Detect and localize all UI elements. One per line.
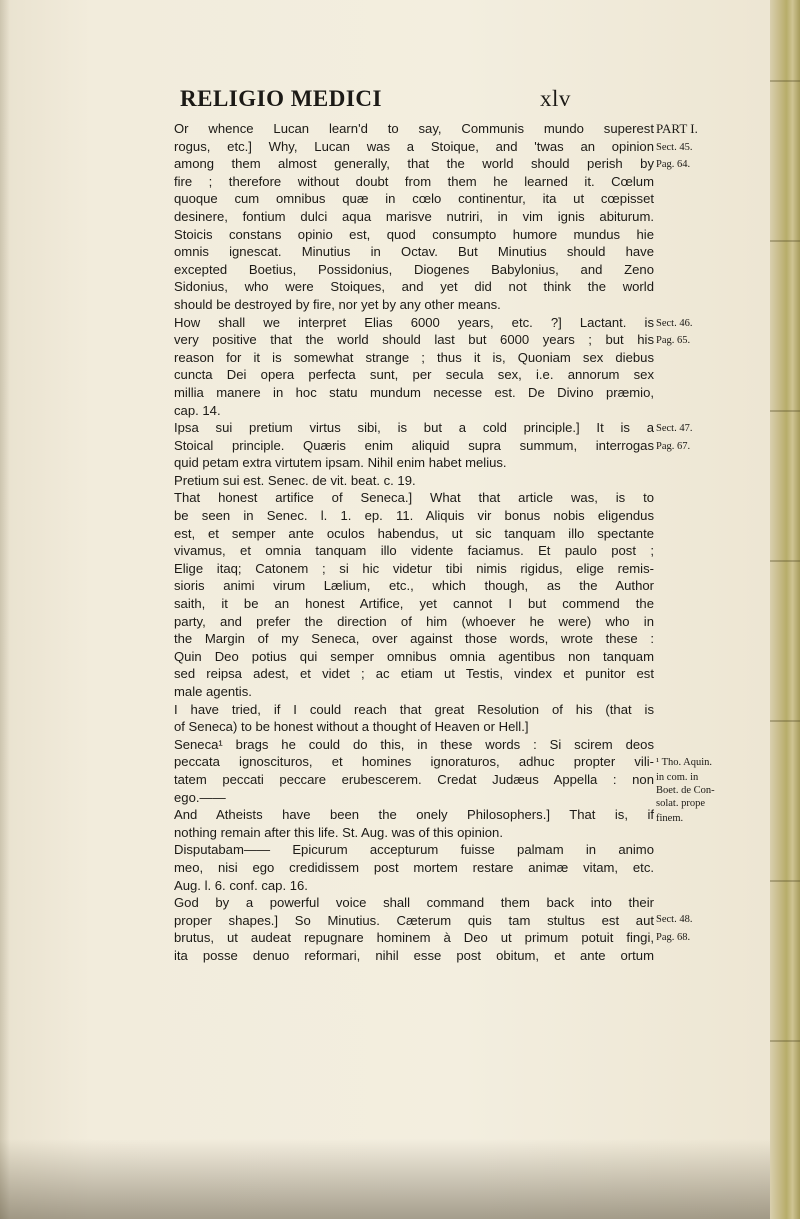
text-line: Elige itaq; Catonem ; si hic videtur tibi nimis rigidus, elige remis-: [174, 560, 654, 576]
margin-note: Pag. 65.: [656, 335, 691, 346]
bottom-shadow: [0, 1139, 770, 1219]
text-line: sioris animi virum Lælium, etc., which though, as the Author: [174, 578, 654, 594]
text-line: That honest artifice of Seneca.] What that article was, is to: [174, 490, 654, 506]
text-line: tatem peccati peccare erubescerem. Credat Judæus Appella : non: [174, 771, 654, 787]
text-line: desinere, fontium dulci aqua marisve nutriri, in vim ignis abiturum.: [174, 208, 654, 224]
margin-note: Sect. 48.: [656, 914, 693, 925]
text-line: excepted Boetius, Possidonius, Diogenes Babylonius, and Zeno: [174, 261, 654, 277]
text-line: Stoicis constans opinio est, quod consumpto humore mundus hie: [174, 226, 654, 242]
margin-note: Sect. 45.: [656, 142, 693, 153]
text-line: should be destroyed by fire, nor yet by any other means.: [174, 296, 501, 312]
text-line: Ipsa sui pretium virtus sibi, is but a cold principle.] It is a: [174, 420, 654, 436]
text-line: I have tried, if I could reach that great Resolution of his (that is: [174, 701, 654, 717]
text-line: party, and prefer the direction of him (whoever he were) who in: [174, 613, 654, 629]
text-line: est, et semper ante oculos habendus, ut sic tanquam illo spectante: [174, 525, 654, 541]
text-line: millia manere in hoc statu mundum necesse est. De Divino præmio,: [174, 384, 654, 400]
margin-note: Pag. 64.: [656, 159, 691, 170]
text-line: ego.——: [174, 789, 226, 805]
text-line: Disputabam—— Epicurum accepturum fuisse palmam in animo: [174, 842, 654, 858]
footnote-ref: Boet. de Con-: [656, 785, 715, 796]
text-line: Pretium sui est. Senec. de vit. beat. c. 19.: [174, 472, 416, 488]
text-line: very positive that the world should last but 6000 years ; but his: [174, 332, 654, 348]
text-line: Sidonius, who were Stoiques, and yet did not think the world: [174, 279, 654, 295]
footnote-ref: solat. prope: [656, 798, 705, 809]
text-line: peccata ignoscituros, et homines ignoraturos, adhuc propter vili-: [174, 754, 654, 770]
margin-note: Sect. 47.: [656, 423, 693, 434]
text-line: Quin Deo potius qui semper omnibus omnia agentibus non tanquam: [174, 648, 654, 664]
footnote-ref: finem.: [656, 813, 684, 824]
footnote-ref: ¹ Tho. Aquin.: [656, 757, 713, 768]
footnote-ref: in com. in: [656, 772, 699, 783]
text-line: sed reipsa adest, et videt ; ac etiam ut Testis, vindex et punitor est: [174, 666, 654, 682]
margin-note-part: PART I.: [656, 121, 698, 136]
text-line: cap. 14.: [174, 402, 221, 418]
text-line: Or whence Lucan learn'd to say, Communis mundo superest: [174, 121, 654, 136]
body-text: [174, 120, 654, 965]
text-line: the Margin of my Seneca, over against those words, wrote these :: [174, 631, 654, 647]
text-line: How shall we interpret Elias 6000 years, etc. ?] Lactant. is: [174, 314, 654, 330]
text-line: reason for it is somewhat strange ; thus it is, Quoniam sex diebus: [174, 349, 654, 365]
margin-note: Pag. 68.: [656, 932, 691, 943]
text-line: Stoical principle. Quæris enim aliquid supra summum, interrogas: [174, 437, 654, 453]
text-line: meo, nisi ego credidissem post mortem restare animæ vitam, etc.: [174, 859, 654, 875]
text-line: And Atheists have been the onely Philosophers.] That is, if: [174, 807, 654, 823]
page-number: xlv: [540, 86, 571, 111]
text-line: cuncta Dei opera perfecta sunt, per secula sex, i.e. annorum sex: [174, 367, 654, 383]
running-title: RELIGIO MEDICI: [180, 86, 382, 111]
text-line: quid petam extra virtutem ipsam. Nihil enim habet melius.: [174, 455, 507, 471]
text-line: male agentis.: [174, 684, 252, 699]
text-line: Aug. l. 6. conf. cap. 16.: [174, 877, 308, 893]
text-line: quoque cum omnibus quæ in cœlo continentur, ita ut cœpisset: [174, 191, 654, 207]
text-line: vivamus, et omnia tanquam illo vidente faciamus. Et paulo post ;: [174, 543, 654, 559]
text-line: rogus, etc.] Why, Lucan was a Stoique, and 'twas an opinion: [174, 138, 654, 154]
text-line: among them almost generally, that the world should perish by: [174, 156, 654, 172]
text-line: ita posse denuo reformari, nihil esse post obitum, et ante ortum: [174, 947, 654, 963]
text-line: Seneca¹ brags he could do this, in these words : Si scirem deos: [174, 736, 654, 752]
text-line: omnis ignescat. Minutius in Octav. But Minutius should have: [174, 244, 654, 260]
text-line: nothing remain after this life. St. Aug. was of this opinion.: [174, 824, 503, 840]
gutter-shadow: [0, 0, 10, 1219]
text-line: of Seneca) to be honest without a thought of Heaven or Hell.]: [174, 719, 529, 735]
page-edge: [770, 0, 800, 1219]
margin-note: Sect. 46.: [656, 318, 693, 329]
text-line: saith, it be an honest Artifice, yet cannot I but commend the: [174, 596, 654, 612]
text-line: proper shapes.] So Minutius. Cæterum quis tam stultus est aut: [174, 912, 654, 928]
text-line: God by a powerful voice shall command them back into their: [174, 895, 654, 911]
margin-note: Pag. 67.: [656, 441, 691, 452]
text-line: be seen in Senec. l. 1. ep. 11. Aliquis vir bonus nobis eligendus: [174, 508, 654, 524]
text-line: brutus, ut audeat repugnare hominem à Deo ut primum potuit fingi,: [174, 930, 654, 946]
text-line: fire ; therefore without doubt from them he learned it. Cœlum: [174, 173, 654, 189]
